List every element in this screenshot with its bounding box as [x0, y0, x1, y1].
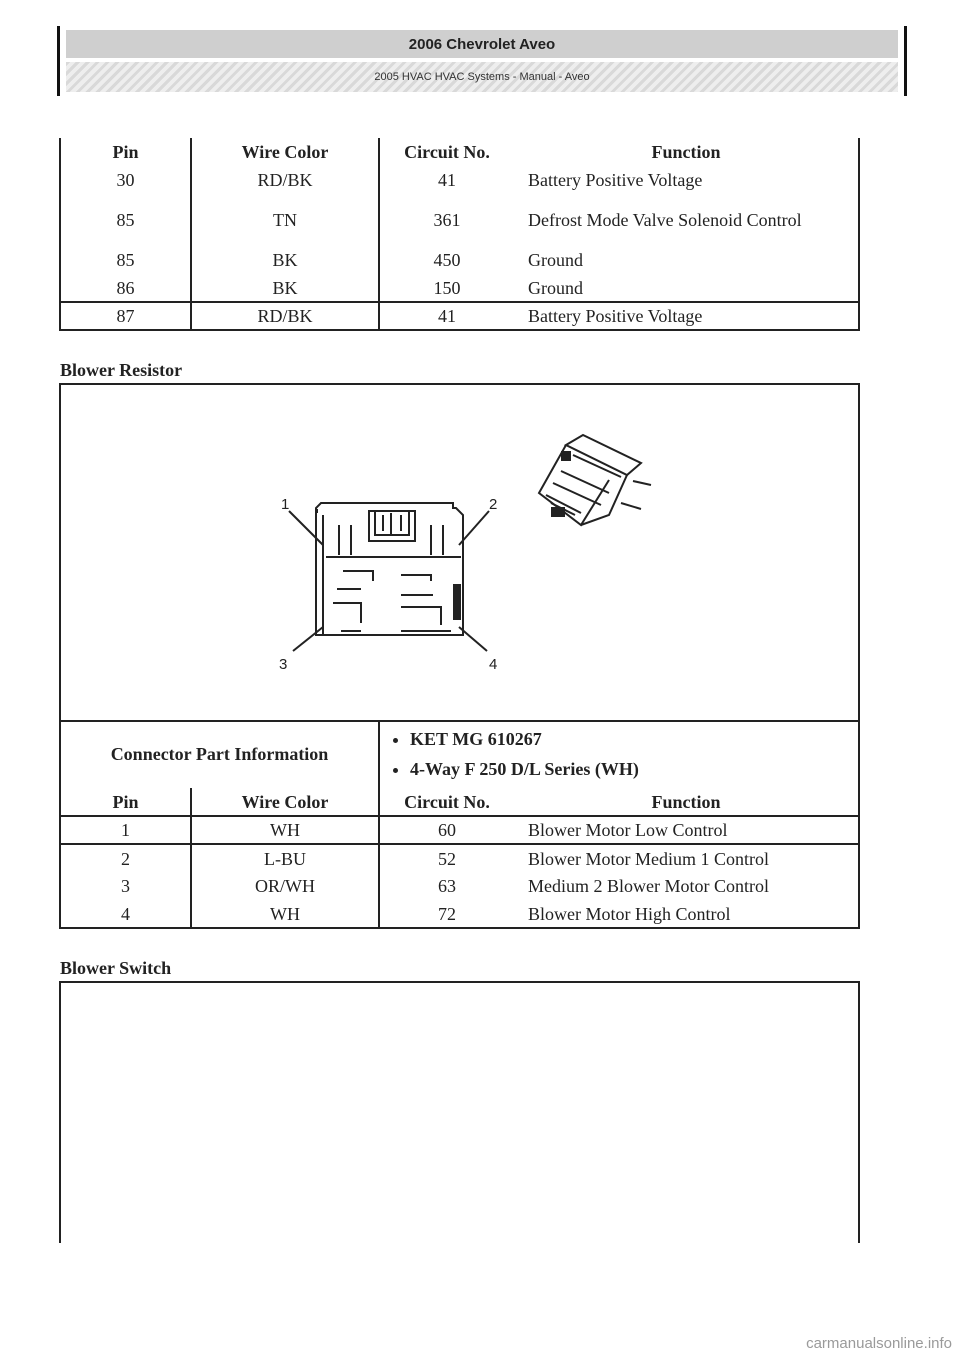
function-cell: Ground: [528, 277, 583, 298]
pin-cell: 3: [121, 876, 130, 896]
connector-part-list-cell: [379, 720, 859, 788]
column-header: Pin: [112, 791, 139, 812]
blower-resistor-title: Blower Resistor: [60, 360, 183, 380]
function-cell: Defrost Mode Valve Solenoid Control: [528, 210, 802, 230]
connector-drawing: [61, 385, 858, 720]
table-row: [60, 194, 859, 246]
callout-label: 2: [489, 496, 498, 513]
pin-cell: 4: [121, 903, 130, 924]
circuit-cell: 450: [379, 246, 514, 274]
function-cell: Battery Positive Voltage: [514, 302, 859, 330]
column-header: Wire Color: [191, 788, 379, 816]
circuit-cell: 361: [379, 194, 514, 246]
blower-resistor-diagram: [59, 383, 860, 722]
circuit-cell: 150: [379, 274, 514, 302]
function-cell: Ground: [528, 250, 583, 270]
wire-color-cell: L-BU: [191, 844, 379, 872]
table-row: [60, 844, 859, 872]
pin-cell: 86: [116, 277, 135, 298]
table-row: [60, 166, 859, 194]
table-row: [60, 900, 859, 928]
column-header: Pin: [112, 142, 139, 162]
wire-color-cell: TN: [191, 194, 379, 246]
pin-cell: 87: [60, 302, 191, 330]
callout-label: 3: [279, 656, 288, 673]
function-cell: Blower Motor High Control: [528, 903, 731, 924]
wire-color-cell: WH: [191, 900, 379, 928]
function-cell: Blower Motor Medium 1 Control: [514, 844, 859, 872]
table-row: [60, 816, 859, 844]
wire-color-cell: WH: [191, 816, 379, 844]
connector-part-label: Connector Part Information: [110, 744, 329, 764]
circuit-cell: 63: [379, 872, 514, 900]
pin-cell: 85: [116, 250, 135, 270]
circuit-cell: 41: [379, 166, 514, 194]
callout-label: 4: [489, 656, 498, 673]
callout-label: 1: [281, 496, 290, 513]
list-item: • KET MG 610267: [410, 724, 858, 754]
column-header: Circuit No.: [379, 788, 514, 816]
table-row: [60, 274, 859, 302]
circuit-cell: 60: [379, 816, 514, 844]
table-header-row: [60, 788, 859, 816]
wire-color-cell: RD/BK: [191, 166, 379, 194]
wire-color-cell: OR/WH: [191, 872, 379, 900]
document-header: [57, 26, 907, 96]
list-item: • 4-Way F 250 D/L Series (WH): [410, 754, 858, 784]
table-row: [60, 302, 859, 330]
watermark: carmanualsonline.info: [806, 1335, 952, 1352]
wire-color-cell: BK: [191, 274, 379, 302]
pin-cell: 30: [116, 170, 135, 190]
connector-info-row: [60, 720, 859, 788]
blower-resistor-pin-table: [59, 720, 860, 929]
blower-switch-diagram: [59, 981, 860, 1243]
table-header-row: [60, 138, 859, 166]
document-title: 2006 Chevrolet Aveo: [66, 30, 898, 58]
function-cell: Blower Motor Low Control: [514, 816, 859, 844]
circuit-cell: 72: [379, 900, 514, 928]
table-row: [60, 872, 859, 900]
table-row: [60, 246, 859, 274]
relay-pin-table: [59, 138, 860, 331]
function-cell: Battery Positive Voltage: [528, 170, 703, 190]
connector-part-list: [380, 724, 858, 784]
function-cell: Medium 2 Blower Motor Control: [528, 876, 770, 896]
blower-switch-title: Blower Switch: [60, 958, 172, 978]
pin-cell: 1: [60, 816, 191, 844]
circuit-cell: 41: [379, 302, 514, 330]
wire-color-cell: RD/BK: [191, 302, 379, 330]
column-header: Function: [651, 791, 721, 812]
column-header: Circuit No.: [379, 138, 514, 166]
document-subtitle: 2005 HVAC HVAC Systems - Manual - Aveo: [66, 62, 898, 92]
column-header: Wire Color: [191, 138, 379, 166]
pin-cell: 2: [60, 844, 191, 872]
pin-cell: 85: [116, 210, 135, 230]
circuit-cell: 52: [379, 844, 514, 872]
column-header: Function: [651, 142, 721, 162]
wire-color-cell: BK: [191, 246, 379, 274]
